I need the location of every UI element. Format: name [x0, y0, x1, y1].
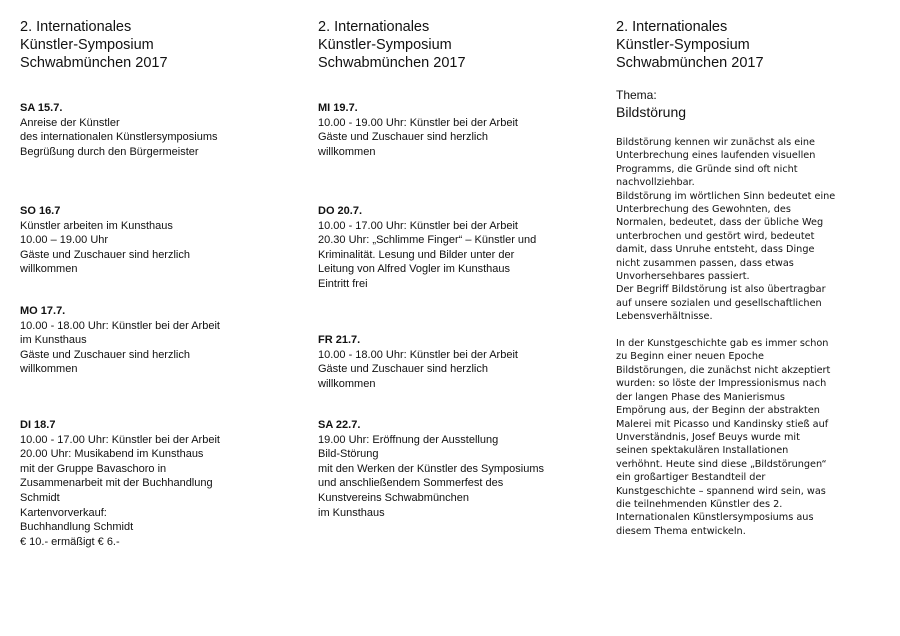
- event-line: willkommen: [318, 377, 376, 390]
- event-line: Anreise der Künstler: [20, 116, 120, 129]
- event-line: willkommen: [20, 363, 78, 376]
- text-line: Bildstörung im wörtlichen Sinn bedeutet eine: [616, 190, 836, 202]
- text-line: ein großartiger Bestandteil der: [616, 472, 766, 484]
- event-day: DO 20.7.: [318, 205, 363, 217]
- text-line: Empörung aus, der Beginn der abstrakten: [616, 405, 820, 417]
- heading-line: 2. Internationales: [616, 19, 728, 35]
- heading-line: Schwabmünchen 2017: [616, 55, 764, 71]
- event-line: 10.00 - 17.00 Uhr: Künstler bei der Arbeit: [318, 219, 518, 232]
- event-line: Begrüßung durch den Bürgermeister: [20, 145, 199, 158]
- text-line: nicht zusammen passen, dass etwas: [616, 257, 794, 269]
- text-line: unterbrochen und gestört wird, bedeutet: [616, 230, 815, 242]
- event-line: willkommen: [318, 145, 376, 158]
- paragraph-gap: [616, 324, 891, 337]
- text-line: die teilnehmenden Künstler des 2.: [616, 498, 783, 510]
- text-line: nachvollziehbar.: [616, 177, 695, 189]
- text-line: auf unsere sozialen und gesellschaftlichen: [616, 297, 822, 309]
- theme-text: [616, 136, 891, 538]
- theme-title: Bildstörung: [616, 104, 687, 120]
- event-line: 10.00 - 19.00 Uhr: Künstler bei der Arbeit: [318, 116, 518, 129]
- text-line: damit, dass Unruhe entsteht, dass Dinge: [616, 244, 815, 256]
- column-1: [20, 18, 290, 548]
- text-line: Normalen, bedeutet, dass der übliche Weg: [616, 217, 824, 229]
- text-line: In der Kunstgeschichte gab es immer schon: [616, 338, 829, 350]
- event-day: DI 18.7: [20, 419, 56, 431]
- event-line: Kartenvorverkauf:: [20, 506, 107, 519]
- event-day: SA 22.7.: [318, 419, 361, 431]
- event-line: Buchhandlung Schmidt: [20, 521, 134, 534]
- event-so-16: [20, 204, 290, 277]
- heading-line: Schwabmünchen 2017: [20, 55, 168, 71]
- event-line: Kunstvereins Schwabmünchen: [318, 491, 470, 504]
- event-line: im Kunsthaus: [20, 334, 87, 347]
- event-line: Eintritt frei: [318, 277, 368, 290]
- event-day: MO 17.7.: [20, 305, 66, 317]
- event-line: Gäste und Zuschauer sind herzlich: [20, 248, 190, 261]
- event-di-18: [20, 418, 290, 549]
- text-line: Unvorhersehbares passiert.: [616, 271, 750, 283]
- text-line: Malerei mit Picasso und Kandinsky stieß auf: [616, 418, 829, 430]
- event-line: Gäste und Zuschauer sind herzlich: [20, 348, 190, 361]
- heading-line: Künstler-Symposium: [20, 37, 154, 53]
- heading: [616, 18, 886, 72]
- event-do-20: [318, 204, 588, 292]
- heading-line: Künstler-Symposium: [318, 37, 452, 53]
- text-line: Bildstörungen, die zunächst nicht akzeptiert: [616, 364, 831, 376]
- event-line: mit der Gruppe Bavaschoro in: [20, 462, 167, 475]
- event-line: 10.00 - 18.00 Uhr: Künstler bei der Arbeit: [20, 319, 220, 332]
- event-line: Leitung von Alfred Vogler im Kunsthaus: [318, 263, 511, 276]
- event-line: Zusammenarbeit mit der Buchhandlung: [20, 477, 213, 490]
- heading-line: 2. Internationales: [20, 19, 132, 35]
- event-line: 20.30 Uhr: „Schlimme Finger“ – Künstler und: [318, 234, 537, 247]
- text-line: Lebensverhältnisse.: [616, 311, 713, 323]
- theme-label: Thema:: [616, 88, 657, 102]
- event-line: 10.00 – 19.00 Uhr: [20, 234, 109, 247]
- heading-line: Schwabmünchen 2017: [318, 55, 466, 71]
- heading-line: 2. Internationales: [318, 19, 430, 35]
- event-line: € 10.- ermäßigt € 6.-: [20, 535, 120, 548]
- event-line: im Kunsthaus: [318, 506, 385, 519]
- text-line: verhöhnt. Heute sind diese „Bildstörungen“: [616, 458, 827, 470]
- event-line: und anschließendem Sommerfest des: [318, 477, 504, 490]
- event-line: Gäste und Zuschauer sind herzlich: [318, 363, 488, 376]
- heading: [318, 18, 588, 72]
- text-line: diesem Thema entwickeln.: [616, 525, 746, 537]
- event-line: Schmidt: [20, 491, 60, 504]
- text-line: Internationalen Künstlersymposiums aus: [616, 512, 814, 524]
- heading: [20, 18, 290, 72]
- text-line: zu Beginn einer neuen Epoche: [616, 351, 764, 363]
- event-line: Bild-Störung: [318, 448, 379, 461]
- text-line: Unterbrechung eines laufenden visuellen: [616, 150, 816, 162]
- event-line: 10.00 - 17.00 Uhr: Künstler bei der Arbeit: [20, 433, 220, 446]
- event-day: SA 15.7.: [20, 102, 63, 114]
- event-mo-17: [20, 304, 290, 377]
- event-fr-21: [318, 333, 588, 391]
- event-line: des internationalen Künstlersymposiums: [20, 131, 218, 144]
- column-2: [318, 18, 588, 519]
- event-line: Künstler arbeiten im Kunsthaus: [20, 219, 173, 232]
- text-line: Bildstörung kennen wir zunächst als eine: [616, 137, 816, 148]
- heading-line: Künstler-Symposium: [616, 37, 750, 53]
- text-line: Programms, die Gründe sind oft nicht: [616, 163, 798, 175]
- event-line: 20.00 Uhr: Musikabend im Kunsthaus: [20, 448, 204, 461]
- event-day: FR 21.7.: [318, 334, 361, 346]
- text-line: der langen Phase des Manierismus: [616, 391, 785, 403]
- event-mi-19: [318, 101, 588, 159]
- event-line: Gäste und Zuschauer sind herzlich: [318, 131, 488, 144]
- event-line: 19.00 Uhr: Eröffnung der Ausstellung: [318, 433, 499, 446]
- event-line: mit den Werken der Künstler des Symposiums: [318, 462, 544, 475]
- text-line: Unterbrechung des Gewohnten, des: [616, 204, 791, 216]
- event-line: willkommen: [20, 263, 78, 276]
- text-line: seinen spektakulären Installationen: [616, 445, 789, 457]
- event-line: Kriminalität. Lesung und Bilder unter der: [318, 248, 515, 261]
- text-line: Unverständnis, Josef Beuys wurde mit: [616, 431, 800, 443]
- event-sa-22: [318, 418, 588, 520]
- event-sa-15: [20, 101, 290, 159]
- event-line: 10.00 - 18.00 Uhr: Künstler bei der Arbeit: [318, 348, 518, 361]
- column-3: [616, 18, 886, 537]
- event-day: SO 16.7: [20, 205, 61, 217]
- text-line: Kunstgeschichte – spannend wird sein, was: [616, 485, 826, 497]
- event-day: MI 19.7.: [318, 102, 358, 114]
- text-line: Der Begriff Bildstörung ist also übertragbar: [616, 284, 826, 296]
- text-line: wurden: so löste der Impressionismus nach: [616, 378, 827, 390]
